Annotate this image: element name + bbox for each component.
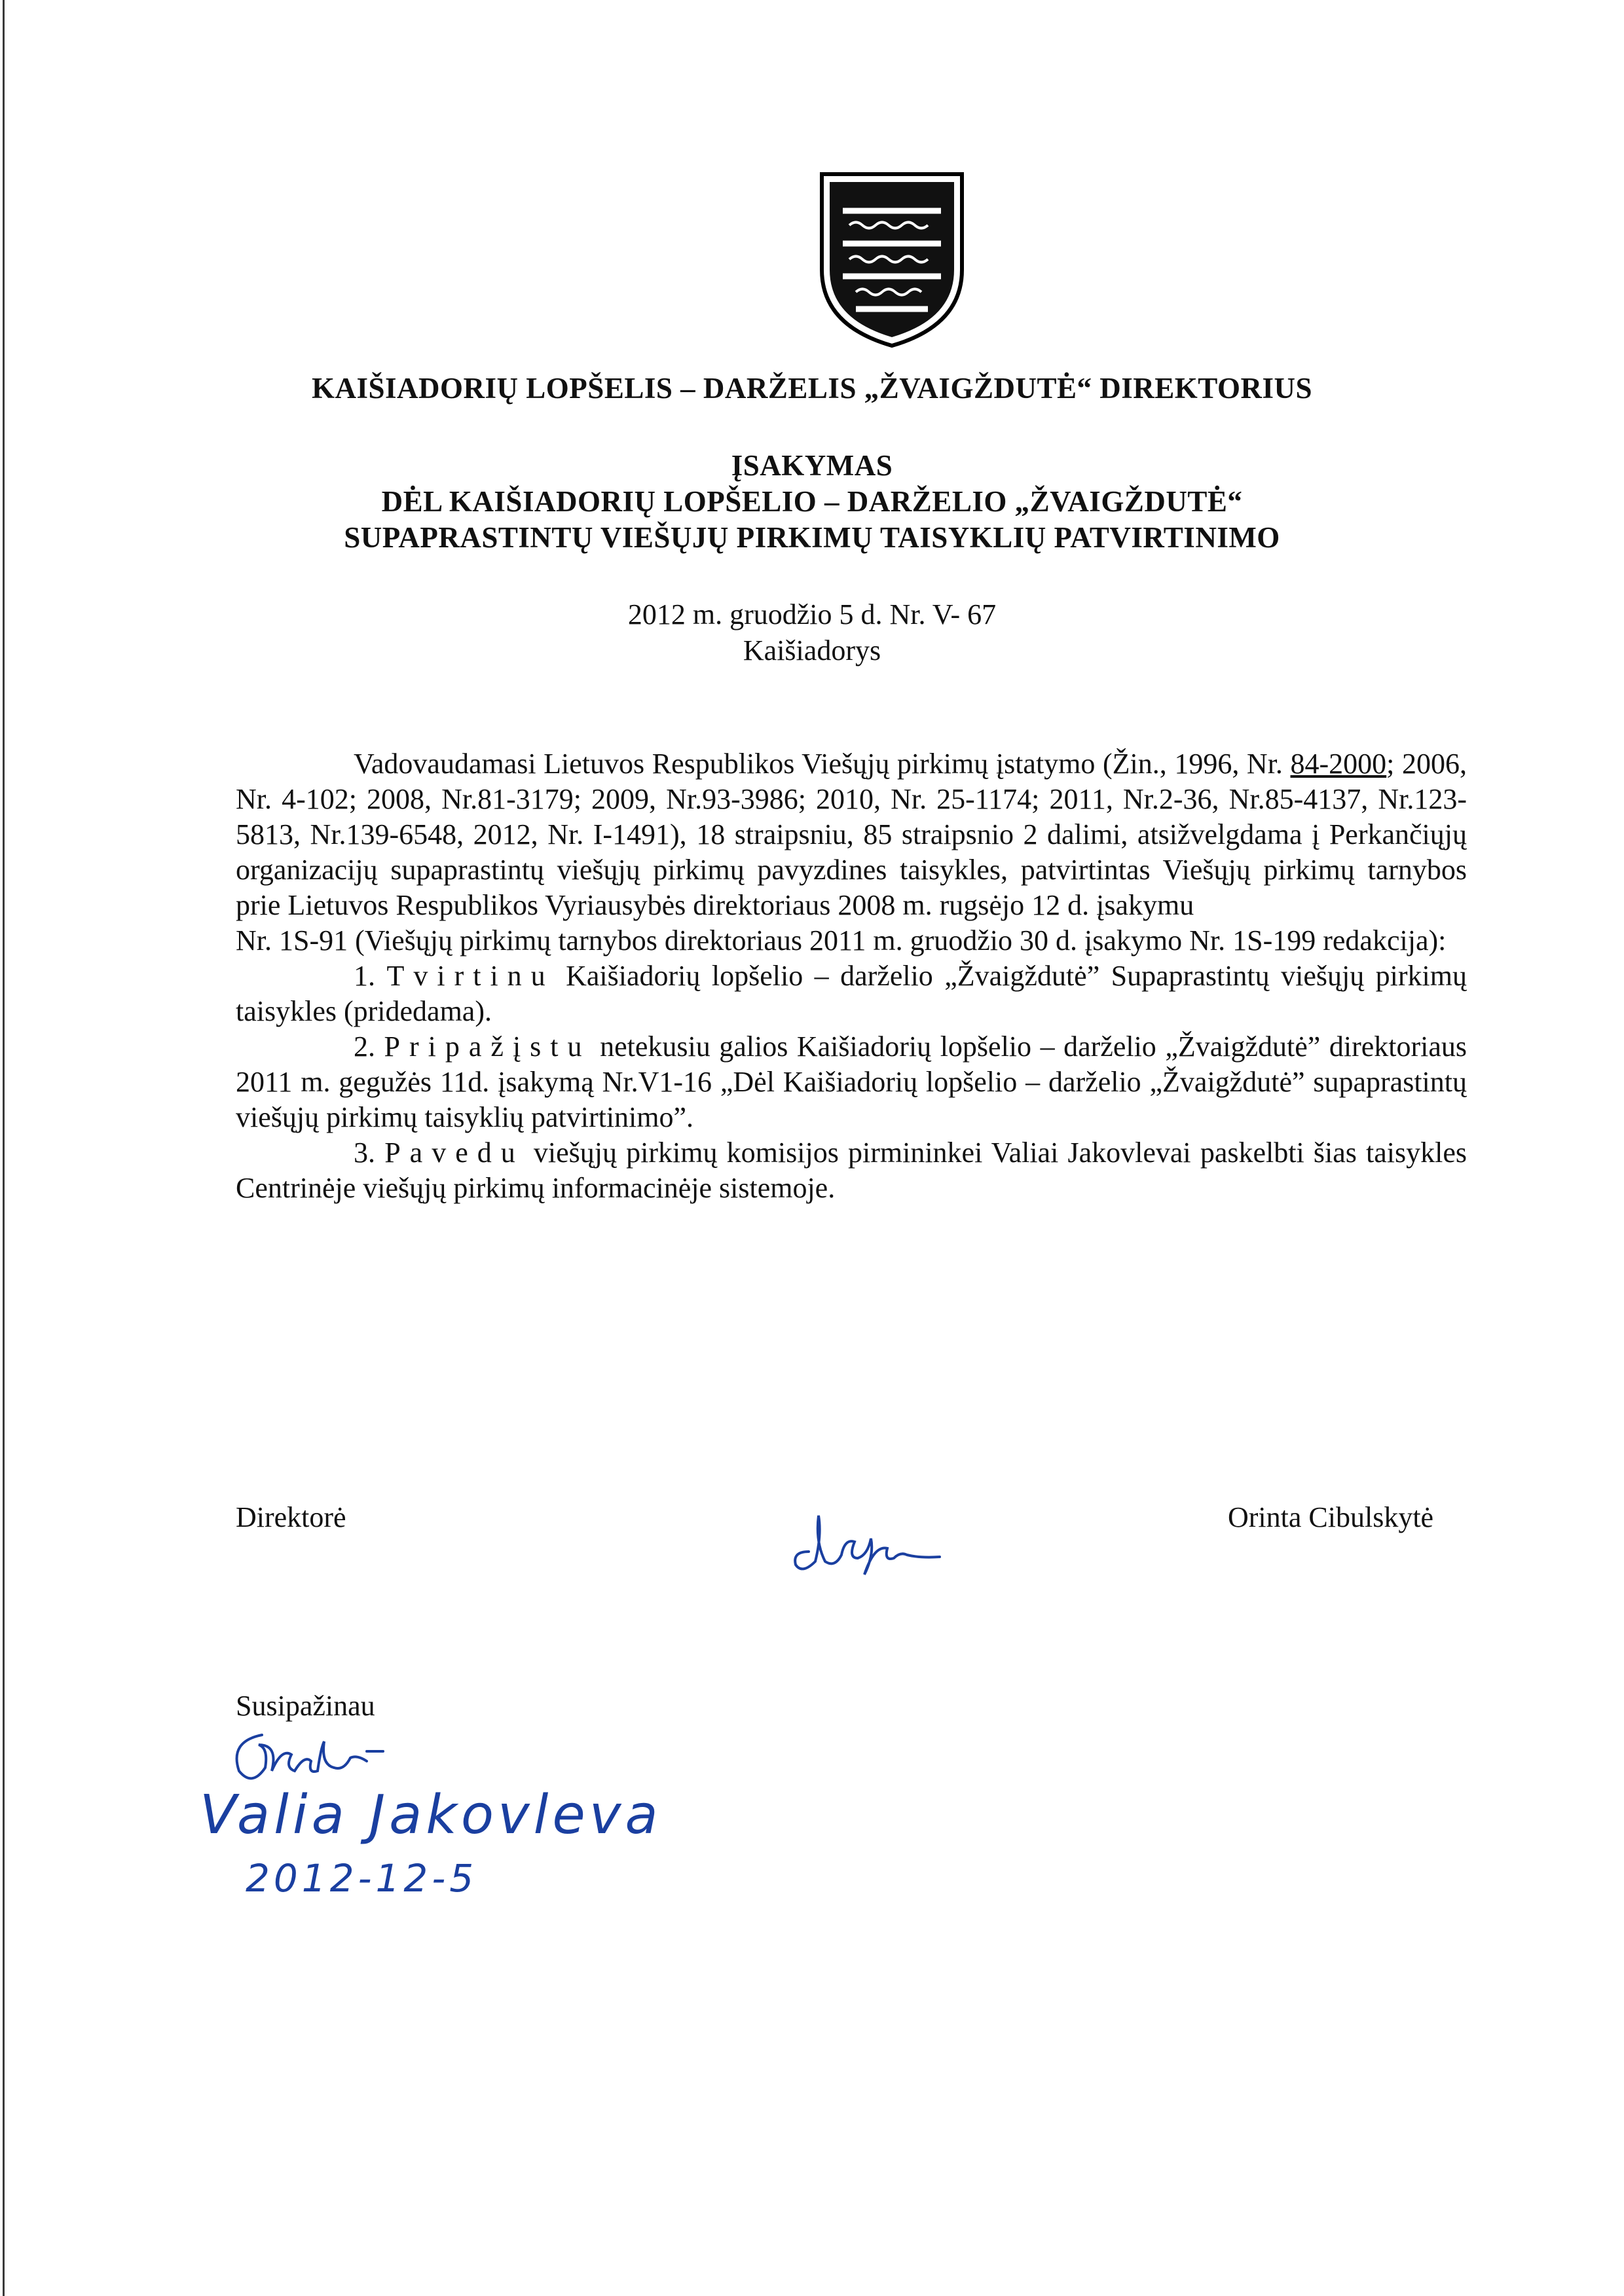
date-number: 2012 m. gruodžio 5 d. Nr. V- 67 [627,598,997,630]
acknowledgement-label: Susipažinau [236,1690,375,1722]
subject-line-1: DĖL KAIŠIADORIŲ LOPŠELIO – DARŽELIO „ŽVAIGŽDUTĖ“ [381,485,1243,518]
item-1-number: 1. [354,960,375,992]
order-body [236,746,1467,1206]
acknowledgement-signature [216,1722,399,1794]
handwritten-name: Valia Jakovleva [200,1784,662,1846]
item-1 [236,958,1467,1029]
intro-continuation: Nr. 1S-91 (Viešųjų pirkimų tarnybos direktoriaus 2011 m. gruodžio 30 d. įsakymo Nr. 1S-199 redakcija): [236,924,1447,957]
item-3 [236,1135,1467,1206]
item-2-text: netekusiu galios Kaišiadorių lopšelio – darželio „Žvaigždutė” direktoriaus 2011 m. gegužės 11d. įsakymą Nr.V1-16 „Dėl Kaišiadorių lopšelio – darželio „Žvaigždutė” supaprastintų viešųjų pirkimų taisyklių patvirtinimo”. [236,1030,1467,1133]
item-2 [236,1029,1467,1135]
intro-paragraph [236,746,1467,923]
place: Kaišiadorys [743,634,881,666]
item-1-text: Kaišiadorių lopšelio – darželio „Žvaigždutė” Supaprastintų viešųjų pirkimų taisykles (pridedama). [236,960,1467,1027]
item-3-number: 3. [354,1137,375,1169]
scan-edge [3,0,5,2296]
handwritten-date: 2012-12-5 [246,1856,478,1901]
intro-reference: 84-2000 [1290,748,1387,780]
item-2-number: 2. [354,1030,375,1063]
item-3-verb: Pavedu [384,1137,525,1169]
signatory-position: Direktorė [236,1501,346,1533]
item-2-verb: Pripažįstu [384,1030,591,1063]
intro-text-a: Vadovaudamasi Lietuvos Respublikos Viešųjų pirkimų įstatymo (Žin., 1996, Nr. [354,748,1291,780]
item-3-text: viešųjų pirkimų komisijos pirmininkei Valiai Jakovlevai paskelbti šias taisykles Centrinėje viešųjų pirkimų informacinėje sistemoje. [236,1137,1467,1204]
institution-title: KAIŠIADORIŲ LOPŠELIS – DARŽELIS „ŽVAIGŽDUTĖ“ DIREKTORIUS [311,372,1312,405]
director-signature [783,1499,979,1578]
signatory-name: Orinta Cibulskytė [1228,1501,1434,1533]
item-1-verb: Tvirtinu [386,960,555,992]
document-type: ĮSAKYMAS [731,449,893,482]
subject-line-2: SUPAPRASTINTŲ VIEŠŲJŲ PIRKIMŲ TAISYKLIŲ PATVIRTINIMO [344,521,1280,554]
intro-text-b: ; 2006, Nr. 4-102; 2008, Nr.81-3179; 2009, Nr.93-3986; 2010, Nr. 25-1174; 2011, Nr.2-36, Nr.85-4137, Nr.123-5813, Nr.139-6548, 2012, Nr. I-1491), 18 straipsniu, 85 straipsnio 2 dalimi, atsižvelgdama į Perkančiųjų organizacijų supaprastintų viešųjų pirkimų pavyzdines taisykles, patvirtintas Viešųjų pirkimų tarnybos prie Lietuvos Respublikos Vyriausybės direktoriaus 2008 m. rugsėjo 12 d. įsakymu [236,748,1467,921]
coat-of-arms-icon [817,172,967,348]
